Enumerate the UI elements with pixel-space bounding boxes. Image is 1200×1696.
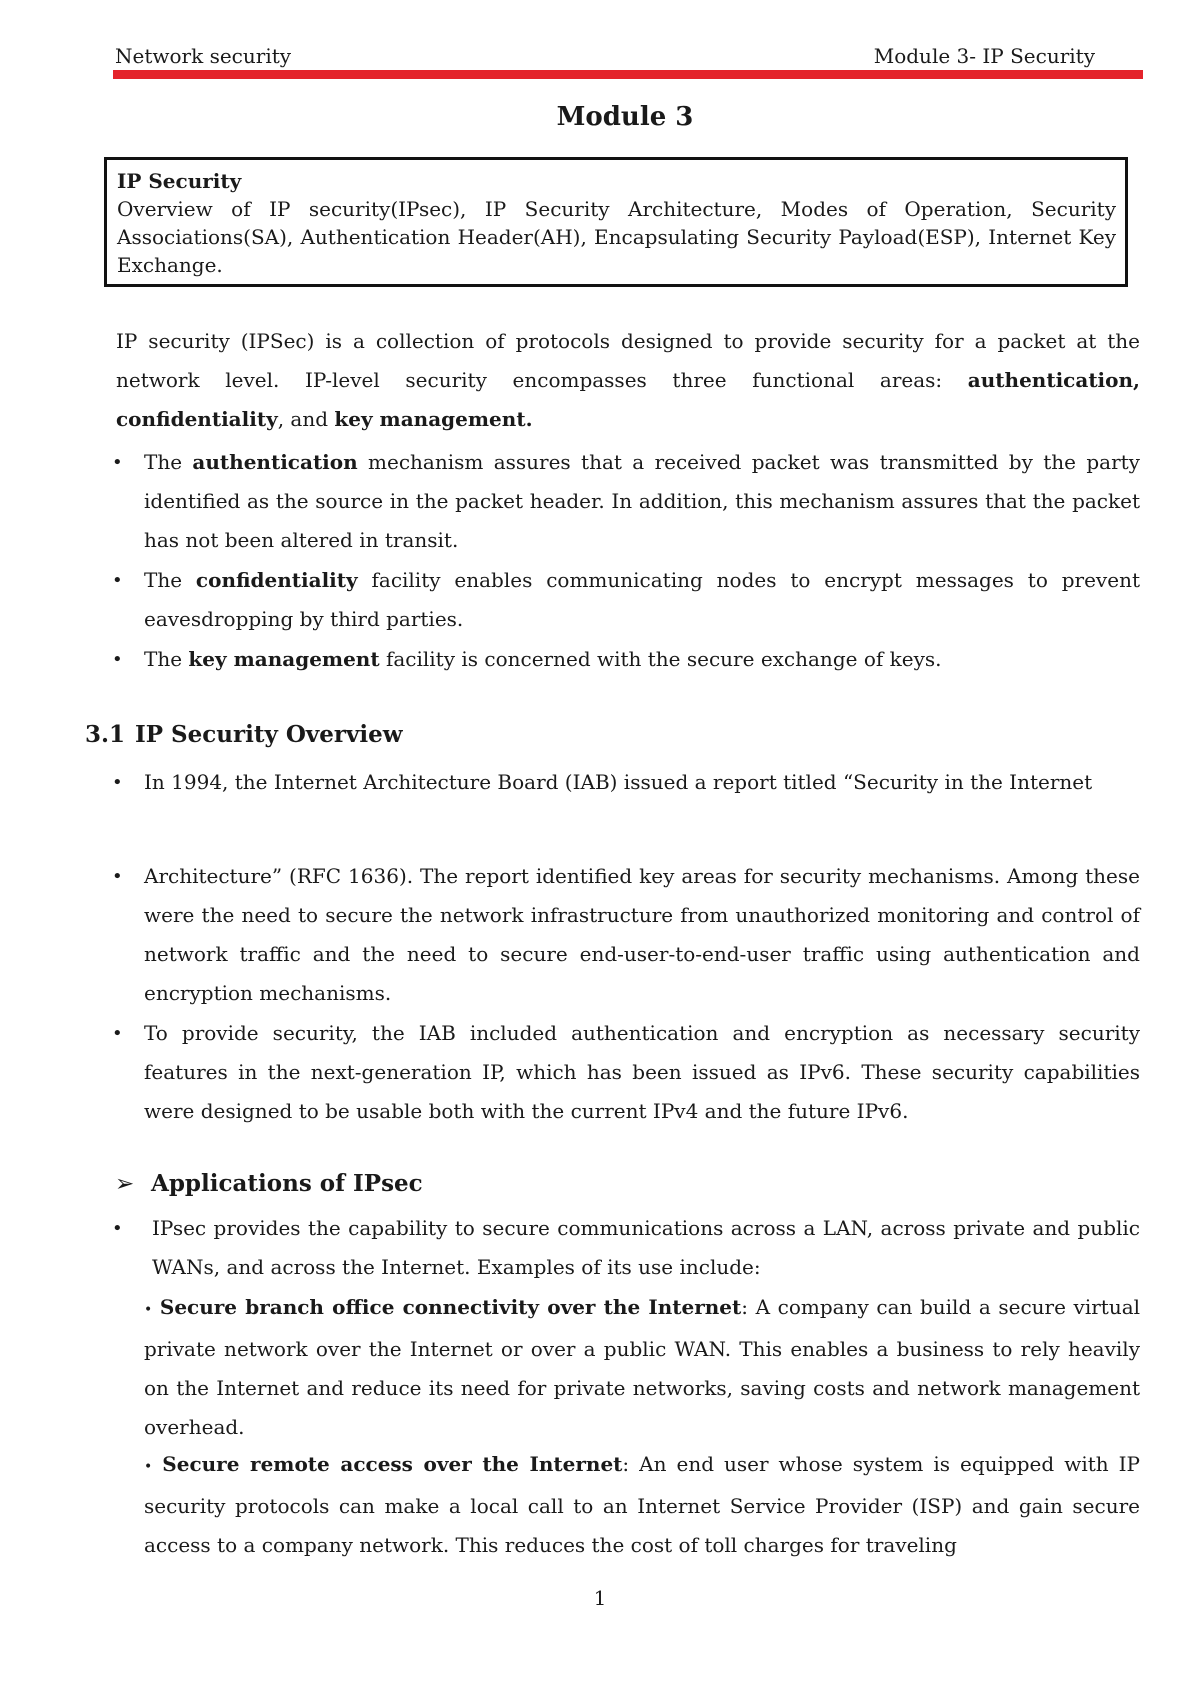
intro-paragraph [116, 322, 1140, 439]
list-item-bold: key management [188, 647, 380, 671]
intro-bold-key-management: key management [334, 407, 526, 431]
application-item-branch-office [144, 1288, 1140, 1447]
bullet: • [112, 1023, 123, 1044]
header-rule [113, 70, 1143, 79]
overview-item-3 [112, 1014, 1140, 1131]
page-title: Module 3 [556, 102, 694, 132]
applications-heading [115, 1170, 423, 1197]
sub-marker: • [144, 1459, 153, 1475]
application-item-text: : An end user whose system is equipped with IP security protocols can make a local call to an Internet Service Provider (ISP) and gain secure access to a company network. This reduces the cost of toll charges for traveling [144, 1452, 1141, 1557]
list-item-pre: The [144, 568, 196, 592]
application-item-bold: Secure remote access over the Internet [162, 1452, 623, 1476]
header-right: Module 3- IP Security [873, 44, 1095, 68]
intro-end: . [525, 407, 533, 431]
section-title: IP Security Overview [135, 721, 403, 748]
bullet: • [112, 866, 123, 887]
application-item-remote-access [144, 1445, 1140, 1565]
bullet: • [112, 452, 123, 473]
intro-sep1: , [1133, 368, 1140, 392]
list-item-confidentiality [112, 561, 1140, 639]
application-item-bold: Secure branch office connectivity over the Internet [159, 1295, 742, 1319]
list-item-pre: The [144, 450, 193, 474]
arrow-bullet-icon: ➢ [115, 1171, 135, 1197]
intro-text: IP security (IPSec) is a collection of protocols designed to provide security for a packet at the network level. IP-level security encompasses three functional areas: [116, 329, 1140, 392]
sub-marker: • [144, 1302, 153, 1318]
list-item-bold: confidentiality [195, 568, 358, 592]
overview-item-2 [112, 857, 1140, 1013]
list-item-key-management [112, 640, 1140, 679]
list-item-pre: The [144, 647, 189, 671]
overview-item-1 [112, 763, 1140, 802]
bullet: • [112, 1218, 123, 1239]
overview-text: In 1994, the Internet Architecture Board (IAB) issued a report titled “Security in the Internet [144, 770, 1093, 794]
section-number: 3.1 [85, 721, 126, 748]
list-item-bold: authentication [192, 450, 358, 474]
syllabus-box [104, 157, 1128, 287]
intro-bold-confidentiality: confidentiality [116, 407, 278, 431]
overview-text: Architecture” (RFC 1636). The report identified key areas for security mechanisms. Among these were the need to secure the network infrastructure from unauthorized monitoring and control of network traffic and the need to secure end-user-to-end-user traffic using authentication and encryption mechanisms. [144, 864, 1140, 1005]
list-item-authentication [112, 443, 1140, 560]
applications-title: Applications of IPsec [151, 1170, 423, 1197]
bullet: • [112, 772, 123, 793]
intro-sep2: , and [277, 407, 335, 431]
syllabus-title: IP Security [117, 169, 242, 193]
list-item-text: facility is concerned with the secure exchange of keys. [379, 647, 942, 671]
applications-lead [112, 1209, 1140, 1287]
bullet: • [112, 649, 123, 670]
section-heading [85, 721, 403, 748]
intro-bold-authentication: authentication [967, 368, 1134, 392]
overview-text: To provide security, the IAB included authentication and encryption as necessary security features in the next-generation IP, which has been issued as IPv6. These security capabilities were designed to be usable both with the current IPv4 and the future IPv6. [144, 1021, 1140, 1123]
bullet: • [112, 570, 123, 591]
syllabus-body: Overview of IP security(IPsec), IP Security Architecture, Modes of Operation, Security Associations(SA), Authentication Header(AH), Encapsulating Security Payload(ESP), Internet Key Exchange. [117, 197, 1116, 277]
page-number: 1 [593, 1586, 607, 1610]
list-item-text: facility enables communicating nodes to encrypt messages to prevent eavesdropping by third parties. [144, 568, 1140, 631]
applications-lead-text: IPsec provides the capability to secure communications across a LAN, across private and public WANs, and across the Internet. Examples of its use include: [152, 1216, 1140, 1279]
application-item-text: : A company can build a secure virtual private network over the Internet or over a public WAN. This enables a business to rely heavily on the Internet and reduce its need for private networks, saving costs and network management overhead. [144, 1295, 1141, 1439]
list-item-text: mechanism assures that a received packet was transmitted by the party identified as the source in the packet header. In addition, this mechanism assures that the packet has not been altered in transit. [144, 450, 1140, 552]
header-left: Network security [115, 44, 292, 68]
